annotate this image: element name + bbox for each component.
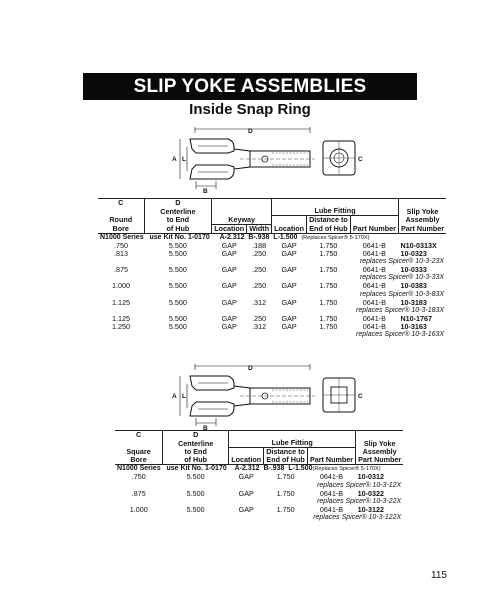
replaces-row	[98, 307, 446, 315]
cell-slip-yoke-part: 10-0383	[400, 281, 427, 291]
replaces-row	[98, 258, 446, 266]
replaces-row	[98, 291, 446, 299]
cell-bore: 1.250	[112, 321, 130, 331]
cell-centerline: 5.500	[168, 297, 187, 307]
replaces-row	[98, 331, 446, 339]
cell-centerline: 5.500	[168, 249, 187, 259]
cell-slip-yoke-part: 10-0333	[400, 265, 427, 275]
cell-keyway-width: .250	[252, 249, 267, 259]
hdr-round: Round	[109, 215, 133, 225]
hdr2-lube-fitting: Lube Fitting	[229, 439, 356, 448]
hdr-bore: Bore	[98, 224, 144, 233]
cell-lube-location: GAP	[238, 488, 254, 498]
cell-lube-location: GAP	[238, 472, 254, 482]
cell-distance: 1.750	[276, 504, 295, 514]
cell-keyway-width: .312	[252, 321, 267, 331]
cell-keyway-width: .250	[252, 281, 267, 291]
dim-c-label: C	[358, 156, 363, 163]
dim-d-label-2: D	[248, 365, 253, 372]
cell-replaces-note: replaces Spicer® 10-3-122X	[313, 513, 402, 521]
yoke-diagram-square	[160, 362, 370, 432]
cell-keyway-location: GAP	[221, 240, 237, 250]
cell-distance: 1.750	[319, 240, 338, 250]
cell-replaces-note: replaces Spicer® 10-3-12X	[317, 481, 402, 489]
hdr-slip-yoke-3: Part Number	[398, 224, 446, 233]
dim-a-label: A	[172, 156, 177, 163]
cell-replaces-note: replaces Spicer® 10-3-23X	[359, 258, 445, 266]
replaces-row	[115, 514, 403, 522]
page-number: 115	[431, 570, 447, 581]
table-row	[98, 315, 446, 323]
cell-slip-yoke-part: 10-3183	[400, 297, 427, 307]
replaces-row	[98, 274, 446, 282]
cell-replaces-note: replaces Spicer® 10-3-33X	[359, 274, 445, 282]
cell-keyway-location: GAP	[221, 321, 237, 331]
cell-lube-location: GAP	[281, 265, 297, 275]
hdr-of-hub: of Hub	[144, 224, 212, 233]
cell-keyway-location: GAP	[221, 265, 237, 275]
cell-keyway-location: GAP	[221, 249, 237, 259]
cell-keyway-location: GAP	[221, 313, 237, 323]
cell-centerline: 5.500	[168, 240, 187, 250]
cell-distance: 1.750	[319, 281, 338, 291]
series-dims: A-2.312 B-.938 L-1.500 (Replaces Spicer® 5-170X)	[219, 233, 370, 241]
hdr-lube-location: Location	[272, 224, 307, 233]
hdr2-slip-yoke-3: Part Number	[356, 456, 404, 465]
hdr-key-width: Width	[247, 224, 272, 233]
cell-slip-yoke-part: 10-3163	[400, 321, 427, 331]
cell-slip-yoke-part: N10-1767	[400, 313, 433, 323]
page-subtitle: Inside Snap Ring	[189, 101, 311, 118]
cell-centerline: 5.500	[168, 321, 187, 331]
cell-centerline: 5.500	[186, 472, 205, 482]
cell-distance: 1.750	[319, 249, 338, 259]
hdr2-to-end: to End	[163, 448, 229, 457]
cell-keyway-location: GAP	[221, 297, 237, 307]
cell-part-number: 0641-B	[319, 488, 344, 498]
cell-slip-yoke-part: 10-3122	[357, 504, 384, 514]
cell-distance: 1.750	[319, 297, 338, 307]
cell-lube-location: GAP	[281, 240, 297, 250]
hdr2-distance-to: Distance to	[264, 448, 308, 457]
cell-bore: .813	[114, 249, 128, 259]
dim-l-label: L	[182, 156, 186, 163]
cell-centerline: 5.500	[186, 504, 205, 514]
hdr-slip-yoke-1: Slip Yoke	[398, 207, 446, 216]
cell-replaces-note: replaces Spicer® 10-3-83X	[359, 290, 445, 298]
cell-lube-location: GAP	[281, 313, 297, 323]
series-row	[98, 233, 446, 242]
dim-a-label-2: A	[172, 393, 177, 400]
cell-slip-yoke-part: 10-0312	[357, 472, 384, 482]
cell-centerline: 5.500	[168, 281, 187, 291]
square-bore-table	[115, 430, 403, 522]
cell-bore: .750	[114, 240, 128, 250]
dim-b-label-2: B	[203, 425, 208, 432]
cell-part-number: 0641-B	[362, 240, 386, 250]
cell-lube-location: GAP	[238, 504, 254, 514]
table-row	[98, 242, 446, 250]
cell-part-number: 0641-B	[362, 265, 386, 275]
hdr-part-number: Part Number	[350, 224, 398, 233]
cell-part-number: 0641-B	[362, 249, 386, 259]
cell-part-number: 0641-B	[362, 297, 386, 307]
cell-centerline: 5.500	[168, 313, 187, 323]
cell-lube-location: GAP	[281, 297, 297, 307]
cell-distance: 1.750	[276, 472, 295, 482]
cell-keyway-location: GAP	[221, 281, 237, 291]
table-row	[115, 506, 403, 514]
hdr-d: D	[144, 199, 212, 208]
table-row	[98, 250, 446, 258]
hdr2-part-number: Part Number	[307, 456, 355, 465]
cell-bore: 1.125	[112, 313, 130, 323]
cell-keyway-width: .250	[252, 265, 267, 275]
hdr-distance-to: Distance to	[307, 216, 351, 225]
cell-replaces-note: replaces Spicer® 10-3-163X	[356, 331, 445, 338]
cell-slip-yoke-part: 10-0322	[357, 488, 384, 498]
hdr2-d-centerline: Centerline	[163, 439, 229, 448]
cell-distance: 1.750	[319, 265, 338, 275]
hdr2-bore: Bore	[115, 456, 163, 465]
cell-bore: .875	[114, 265, 128, 275]
cell-bore: 1.125	[112, 297, 130, 307]
cell-keyway-width: .312	[252, 297, 267, 307]
cell-part-number: 0641-B	[362, 321, 386, 331]
dim-l-label-2: L	[182, 393, 186, 400]
cell-bore: 1.000	[112, 281, 130, 291]
hdr2-d: D	[163, 431, 229, 440]
cell-slip-yoke-part: 10-0323	[400, 249, 427, 259]
cell-distance: 1.750	[319, 313, 338, 323]
cell-keyway-width: .188	[252, 240, 267, 250]
hdr-keyway: Keyway	[212, 216, 272, 225]
hdr-key-location: Location	[212, 224, 247, 233]
cell-keyway-width: .250	[252, 313, 267, 323]
hdr2-of-hub: of Hub	[163, 456, 229, 465]
round-bore-table	[98, 198, 446, 339]
series2-name: N1000 Series use Kit No. 1-0170	[117, 465, 227, 473]
hdr-end-of-hub: End of Hub	[307, 224, 351, 233]
cell-slip-yoke-part: N10-0313X	[400, 240, 437, 250]
table-row	[115, 490, 403, 498]
cell-distance: 1.750	[276, 488, 295, 498]
cell-distance: 1.750	[319, 321, 338, 331]
hdr2-end-of-hub: End of Hub	[264, 456, 308, 465]
cell-bore: 1.000	[129, 504, 148, 514]
hdr-lube-fitting: Lube Fitting	[272, 207, 399, 216]
cell-part-number: 0641-B	[319, 472, 344, 482]
hdr-slip-yoke-2: Assembly	[398, 216, 446, 225]
cell-bore: .750	[131, 472, 146, 482]
hdr-c: C	[98, 199, 144, 208]
cell-part-number: 0641-B	[362, 281, 386, 291]
dim-d-label: D	[248, 128, 253, 135]
hdr2-slip-yoke-1: Slip Yoke	[356, 439, 404, 448]
dim-c-label-2: C	[358, 393, 363, 400]
cell-replaces-note: replaces Spicer® 10-3-22X	[317, 497, 402, 505]
cell-lube-location: GAP	[281, 281, 297, 291]
hdr-to-end: to End	[144, 216, 212, 225]
series2-dims: A-2.312 B-.938 L-1.500(Replaces Spicer® 5-170X)	[234, 465, 381, 473]
dim-b-label: B	[203, 188, 208, 195]
hdr2-slip-yoke-2: Assembly	[356, 448, 404, 457]
cell-centerline: 5.500	[168, 265, 187, 275]
table-row	[115, 473, 403, 481]
cell-part-number: 0641-B	[319, 504, 344, 514]
hdr2-c: C	[115, 431, 163, 440]
cell-lube-location: GAP	[281, 249, 297, 259]
cell-replaces-note: replaces Spicer® 10-3-183X	[356, 306, 445, 314]
table-row	[98, 299, 446, 307]
table-row	[98, 323, 446, 331]
hdr2-square: Square	[126, 447, 151, 457]
table-row	[98, 282, 446, 290]
cell-lube-location: GAP	[281, 321, 297, 331]
series-name: N1000 Series use Kit No. 1-0170	[100, 233, 210, 241]
page-title: SLIP YOKE ASSEMBLIES	[83, 73, 417, 100]
cell-part-number: 0641-B	[362, 313, 386, 323]
cell-centerline: 5.500	[186, 488, 205, 498]
yoke-diagram-round	[160, 125, 370, 195]
hdr-d-centerline: Centerline	[144, 207, 212, 216]
cell-bore: .875	[131, 488, 146, 498]
hdr2-lube-location: Location	[229, 456, 264, 465]
